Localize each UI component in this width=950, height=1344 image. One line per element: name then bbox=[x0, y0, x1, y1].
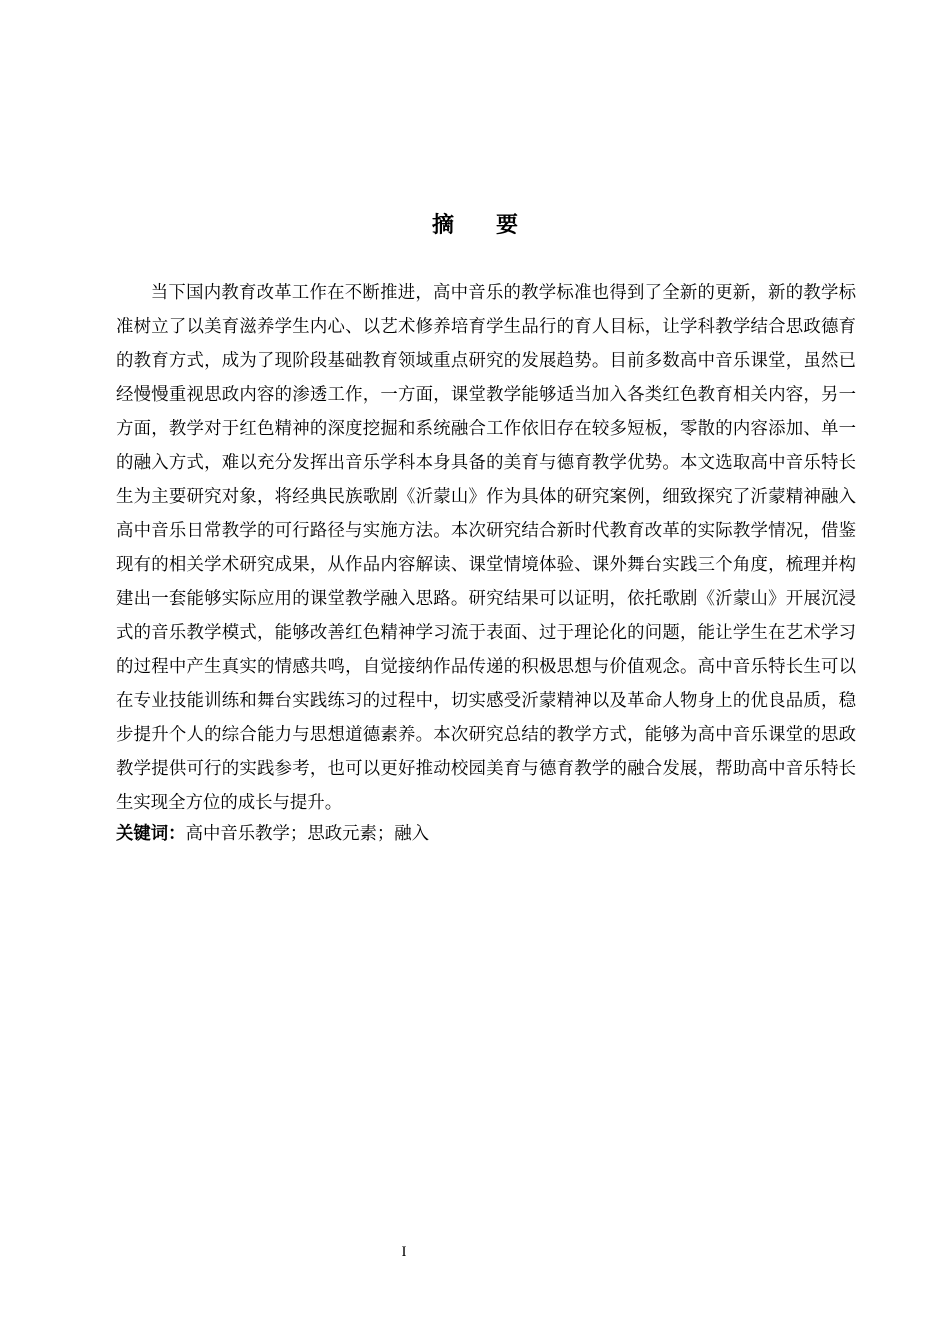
abstract-body: 当下国内教育改革工作在不断推进，高中音乐的教学标准也得到了全新的更新，新的教学标准树立了以美育滋养学生内心、以艺术修养培育学生品行的育人目标，让学科教学结合思政德育的教育方式，成为了现阶段基础教育领域重点研究的发展趋势。目前多数高中音乐课堂，虽然已经慢慢重视思政内容的渗透工作，一方面，课堂教学能够适当加入各类红色教育相关内容，另一方面，教学对于红色精神的深度挖掘和系统融合工作依旧存在较多短板，零散的内容添加、单一的融入方式，难以充分发挥出音乐学科本身具备的美育与德育教学优势。本文选取高中音乐特长生为主要研究对象，将经典民族歌剧《沂蒙山》作为具体的研究案例，细致探究了沂蒙精神融入高中音乐日常教学的可行路径与实施方法。本次研究结合新时代教育改革的实际教学情况，借鉴现有的相关学术研究成果，从作品内容解读、课堂情境体验、课外舞台实践三个角度，梳理并构建出一套能够实际应用的课堂教学融入思路。研究结果可以证明，依托歌剧《沂蒙山》开展沉浸式的音乐教学模式，能够改善红色精神学习流于表面、过于理论化的问题，能让学生在艺术学习的过程中产生真实的情感共鸣，自觉接纳作品传递的积极思想与价值观念。高中音乐特长生可以在专业技能训练和舞台实践练习的过程中，切实感受沂蒙精神以及革命人物身上的优良品质，稳步提升个人的综合能力与思想道德素养。本次研究总结的教学方式，能够为高中音乐课堂的思政教学提供可行的实践参考，也可以更好推动校园美育与德育教学的融合发展，帮助高中音乐特长生实现全方位的成长与提升。 bbox=[116, 283, 856, 813]
keywords-value: 高中音乐教学；思政元素；融入 bbox=[185, 824, 430, 844]
page-number: I bbox=[401, 1244, 407, 1260]
keywords-label: 关键词： bbox=[116, 824, 186, 844]
abstract-title: 摘要 bbox=[431, 213, 560, 238]
keywords-line bbox=[116, 817, 856, 851]
